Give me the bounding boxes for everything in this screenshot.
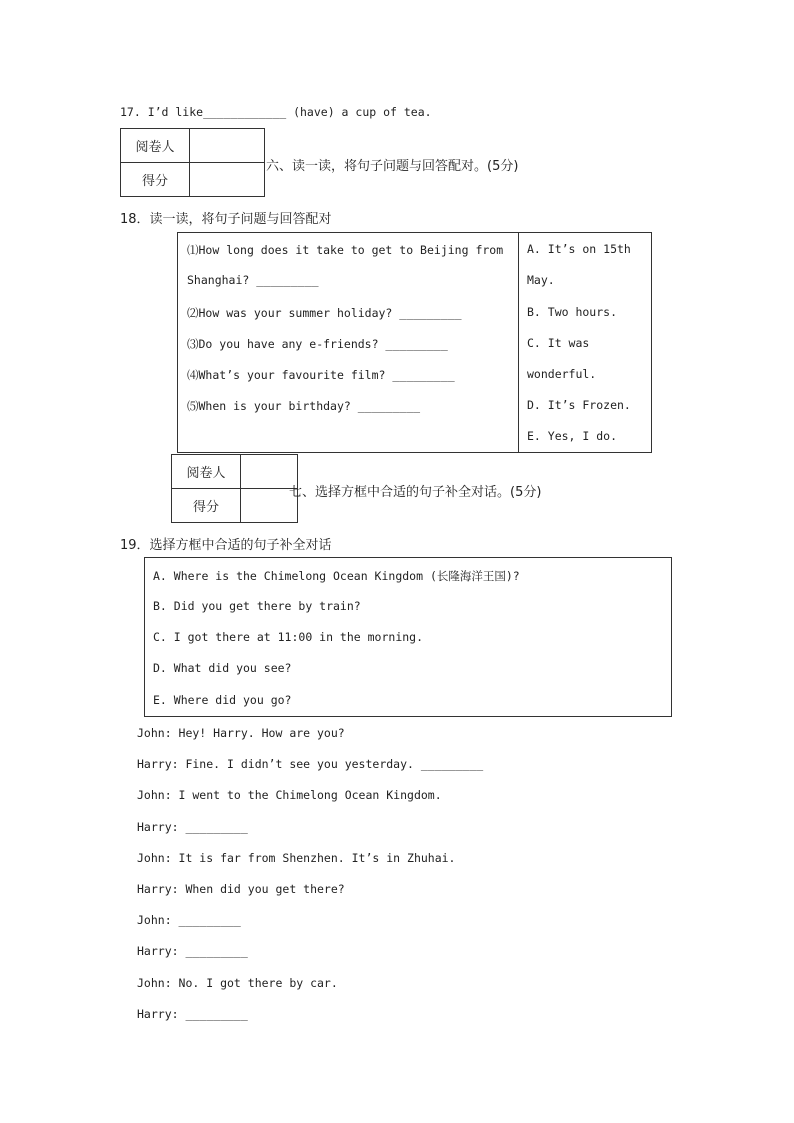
q18-question-1a: ⑴How long does it take to get to Beijing from [187,243,504,257]
q19-option-b: B. Did you get there by train? [153,599,361,613]
dialogue-line-7: John: _________ [137,913,241,927]
score-label: 得分 [121,163,190,197]
score-label: 得分 [172,489,241,523]
dialogue-line-6: Harry: When did you get there? [137,882,345,896]
q18-answer-a1: A. It’s on 15th [527,242,631,256]
grader-label: 阅卷人 [121,129,190,163]
dialogue-line-1: John: Hey! Harry. How are you? [137,726,345,740]
question-17: 17. I’d like____________ (have) a cup of tea. [120,105,432,119]
section-7-title: 七、选择方框中合适的句子补全对话。(5分) [289,485,542,500]
score-table-section-6 [120,128,265,197]
grader-label: 阅卷人 [172,455,241,489]
dialogue-line-5: John: It is far from Shenzhen. It’s in Zhuhai. [137,851,456,865]
q18-answer-c2: wonderful. [527,367,597,381]
question-18-title: 18．读一读，将句子问题与回答配对 [120,212,332,227]
q18-answer-a2: May. [527,273,555,287]
q18-question-4: ⑷What’s your favourite film? _________ [187,368,455,382]
q18-answer-e: E. Yes, I do. [527,429,618,443]
q18-question-3: ⑶Do you have any e-friends? _________ [187,337,448,351]
dialogue-line-2: Harry: Fine. I didn’t see you yesterday. _________ [137,757,484,771]
q19-option-a: A. Where is the Chimelong Ocean Kingdom (长隆海洋王国)? [153,569,520,583]
q18-question-5: ⑸When is your birthday? _________ [187,399,421,413]
dialogue-line-9: John: No. I got there by car. [137,976,338,990]
q19-option-e: E. Where did you go? [153,693,292,707]
q18-answer-d: D. It’s Frozen. [527,398,631,412]
dialogue-line-4: Harry: _________ [137,820,248,834]
score-table-section-7 [171,454,298,523]
dialogue-line-8: Harry: _________ [137,944,248,958]
grader-cell [190,129,265,163]
q18-question-1b: Shanghai? _________ [187,273,319,287]
dialogue-line-10: Harry: _________ [137,1007,248,1021]
question-19-title: 19．选择方框中合适的句子补全对话 [120,538,332,553]
q19-option-c: C. I got there at 11:00 in the morning. [153,630,424,644]
matching-table-divider [518,233,519,452]
score-cell [190,163,265,197]
dialogue-line-3: John: I went to the Chimelong Ocean Kingdom. [137,788,442,802]
q18-answer-b: B. Two hours. [527,305,618,319]
q19-option-d: D. What did you see? [153,661,292,675]
q18-question-2: ⑵How was your summer holiday? _________ [187,306,462,320]
section-6-title: 六、读一读，将句子问题与回答配对。(5分) [266,159,519,174]
q18-answer-c1: C. It was [527,336,590,350]
